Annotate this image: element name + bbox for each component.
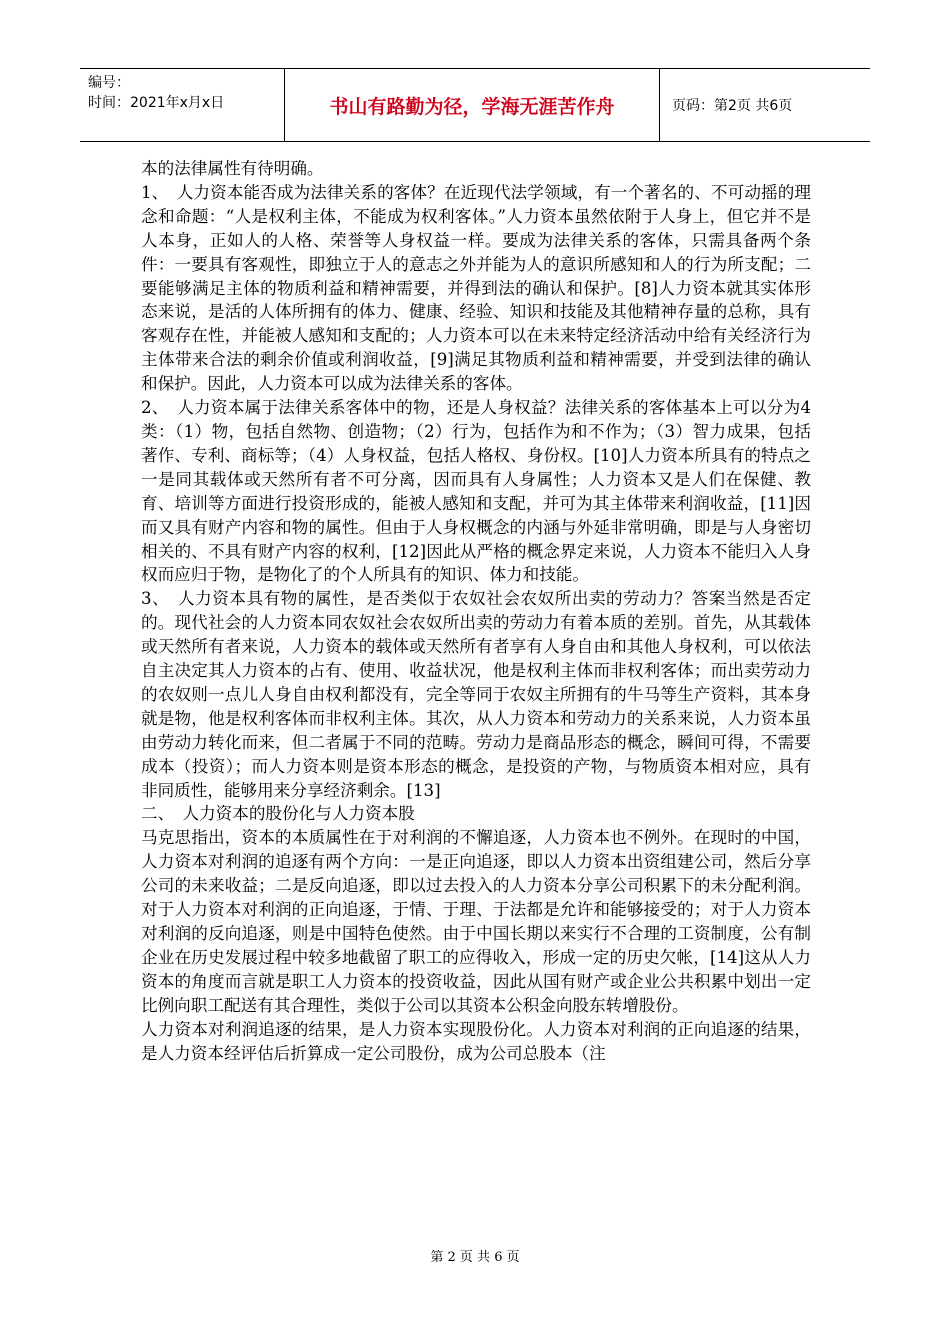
- document-body: [141, 157, 811, 1065]
- page-footer: 第 2 页 共 6 页: [430, 1250, 520, 1265]
- paragraph: 本的法律属性有待明确。: [141, 159, 324, 178]
- header-motto: 书山有路勤为径，学海无涯苦作舟: [285, 69, 660, 141]
- date-label: 时间：2021年x月x日: [88, 95, 225, 111]
- page-header: [80, 68, 870, 142]
- header-left: [80, 69, 285, 141]
- paragraph: 人力资本对利润追逐的结果，是人力资本实现股份化。人力资本对利润的正向追逐的结果，是人力资本经评估后折算成一定公司股份，成为公司总股本（注: [141, 1019, 811, 1063]
- header-page-label: 页码：第2页 共6页: [672, 98, 793, 114]
- paragraph: 3、 人力资本具有物的属性，是否类似于农奴社会农奴所出卖的劳动力？答案当然是否定的。现代社会的人力资本同农奴社会农奴所出卖的劳动力有着本质的差别。首先，从其载体或天然所有者来说，人力资本的载体或天然所有者享有人身自由和其他人身权利，可以依法自主决定其人力资本的占有、使用、收益状况，他是权利主体而非权利客体；而出卖劳动力的农奴则一点儿人身自由权利都没有，完全等同于农奴主所拥有的牛马等生产资料，其本身就是物，他是权利客体而非权利主体。其次，从人力资本和劳动力的关系来说，人力资本虽由劳动力转化而来，但二者属于不同的范畴。劳动力是商品形态的概念，瞬间可得，不需要成本（投资）；而人力资本则是资本形态的概念，是投资的产物，与物质资本相对应，具有非同质性，能够用来分享经济剩余。[13]: [141, 589, 811, 800]
- code-label: 编号：: [88, 75, 130, 91]
- paragraph: 1、 人力资本能否成为法律关系的客体？在近现代法学领域，有一个著名的、不可动摇的理念和命题：“人是权利主体，不能成为权利客体。”人力资本虽然依附于人身上，但它并不是人本身，正如人的人格、荣誉等人身权益一样。要成为法律关系的客体，只需具备两个条件：一要具有客观性，即独立于人的意志之外并能为人的意识所感知和人的行为所支配；二要能够满足主体的物质利益和精神需要，并得到法的确认和保护。[8]人力资本就其实体形态来说，是活的人体所拥有的体力、健康、经验、知识和技能及其他精神存量的总称，具有客观存在性，并能被人感知和支配的；人力资本可以在未来特定经济活动中给有关经济行为主体带来合法的剩余价值或利润收益，[9]满足其物质利益和精神需要，并受到法律的确认和保护。因此，人力资本可以成为法律关系的客体。: [141, 182, 811, 394]
- paragraph: 2、 人力资本属于法律关系客体中的物，还是人身权益？法律关系的客体基本上可以分为4类：（1）物，包括自然物、创造物；（2）行为，包括作为和不作为；（3）智力成果，包括著作、专利、商标等；（4）人身权益，包括人格权、身份权。[10]人力资本所具有的特点之一是同其载体或天然所有者不可分离，因而具有人身属性；人力资本又是人们在保健、教育、培训等方面进行投资形成的，能被人感知和支配，并可为其主体带来利润收益，[11]因而又具有财产内容和物的属性。但由于人身权概念的内涵与外延非常明确，即是与人身密切相关的、不具有财产内容的权利，[12]因此从严格的概念界定来说，人力资本不能归入人身权而应归于物，是物化了的个人所具有的知识、体力和技能。: [141, 398, 811, 585]
- paragraph: 马克思指出，资本的本质属性在于对利润的不懈追逐，人力资本也不例外。在现时的中国，人力资本对利润的追逐有两个方向：一是正向追逐，即以人力资本出资组建公司，然后分享公司的未来收益；二是反向追逐，即以过去投入的人力资本分享公司积累下的未分配利润。对于人力资本对利润的正向追逐，于情、于理、于法都是允许和能够接受的；对于人力资本对利润的反向追逐，则是中国特色使然。由于中国长期以来实行不合理的工资制度，公有制企业在历史发展过程中较多地截留了职工的应得收入，形成一定的历史欠帐，[14]这从人力资本的角度而言就是职工人力资本的投资收益，因此从国有财产或企业公共积累中划出一定比例向职工配送有其合理性，类似于公司以其资本公积金向股东转增股份。: [141, 828, 811, 1015]
- section-heading: 二、 人力资本的股份化与人力资本股: [141, 804, 415, 824]
